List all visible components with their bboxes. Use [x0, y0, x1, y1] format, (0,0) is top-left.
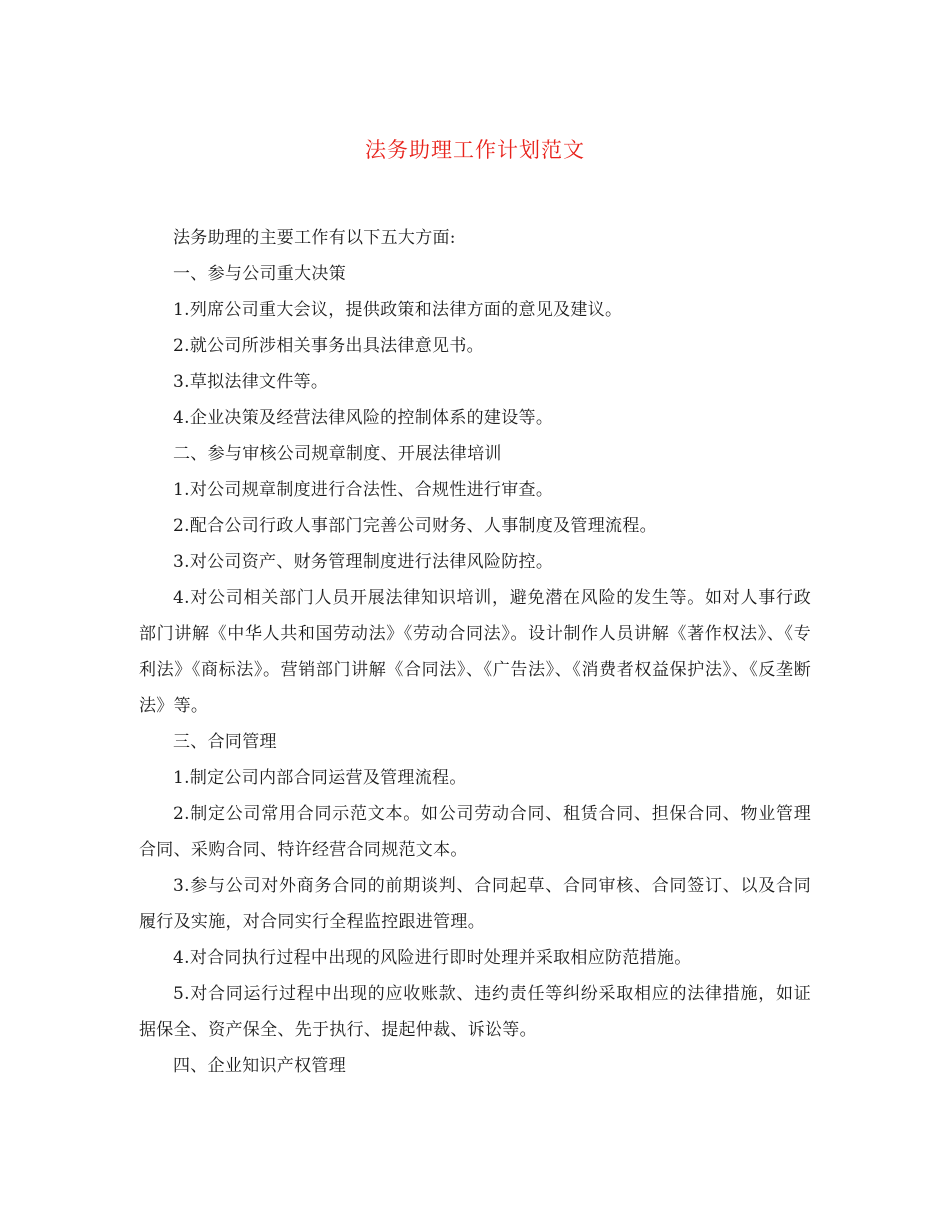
list-item: 3.对公司资产、财务管理制度进行法律风险防控。 [173, 552, 554, 572]
list-item: 1.制定公司内部合同运营及管理流程。 [173, 768, 467, 788]
section-heading-1: 一、参与公司重大决策 [173, 264, 346, 284]
section-heading-3: 三、合同管理 [173, 732, 277, 752]
list-item: 4.企业决策及经营法律风险的控制体系的建设等。 [173, 408, 554, 428]
list-item: 2.制定公司常用合同示范文本。如公司劳动合同、租赁合同、担保合同、物业管理合同、采购合同、特许经营合同规范文本。 [139, 804, 811, 860]
list-item: 2.配合公司行政人事部门完善公司财务、人事制度及管理流程。 [173, 516, 657, 536]
list-item: 3.参与公司对外商务合同的前期谈判、合同起草、合同审核、合同签订、以及合同履行及实施，对合同实行全程监控跟进管理。 [139, 876, 811, 932]
list-item: 2.就公司所涉相关事务出具法律意见书。 [173, 336, 484, 356]
document-body [139, 220, 811, 1084]
list-item: 4.对合同执行过程中出现的风险进行即时处理并采取相应防范措施。 [173, 948, 692, 968]
intro-paragraph: 法务助理的主要工作有以下五大方面: [173, 228, 456, 248]
section-heading-2: 二、参与审核公司规章制度、开展法律培训 [173, 444, 502, 464]
document-title: 法务助理工作计划范文 [365, 138, 585, 162]
list-item: 1.对公司规章制度进行合法性、合规性进行审查。 [173, 480, 554, 500]
list-item: 5.对合同运行过程中出现的应收账款、违约责任等纠纷采取相应的法律措施，如证据保全、资产保全、先于执行、提起仲裁、诉讼等。 [139, 984, 811, 1040]
list-item: 3.草拟法律文件等。 [173, 372, 329, 392]
section-heading-4: 四、企业知识产权管理 [173, 1056, 346, 1076]
list-item: 1.列席公司重大会议，提供政策和法律方面的意见及建议。 [173, 300, 623, 320]
list-item: 4.对公司相关部门人员开展法律知识培训，避免潜在风险的发生等。如对人事行政部门讲解《中华人共和国劳动法》《劳动合同法》。设计制作人员讲解《著作权法》、《专利法》《商标法》。营销部门讲解《合同法》、《广告法》、《消费者权益保护法》、《反垄断法》等。 [139, 588, 811, 716]
